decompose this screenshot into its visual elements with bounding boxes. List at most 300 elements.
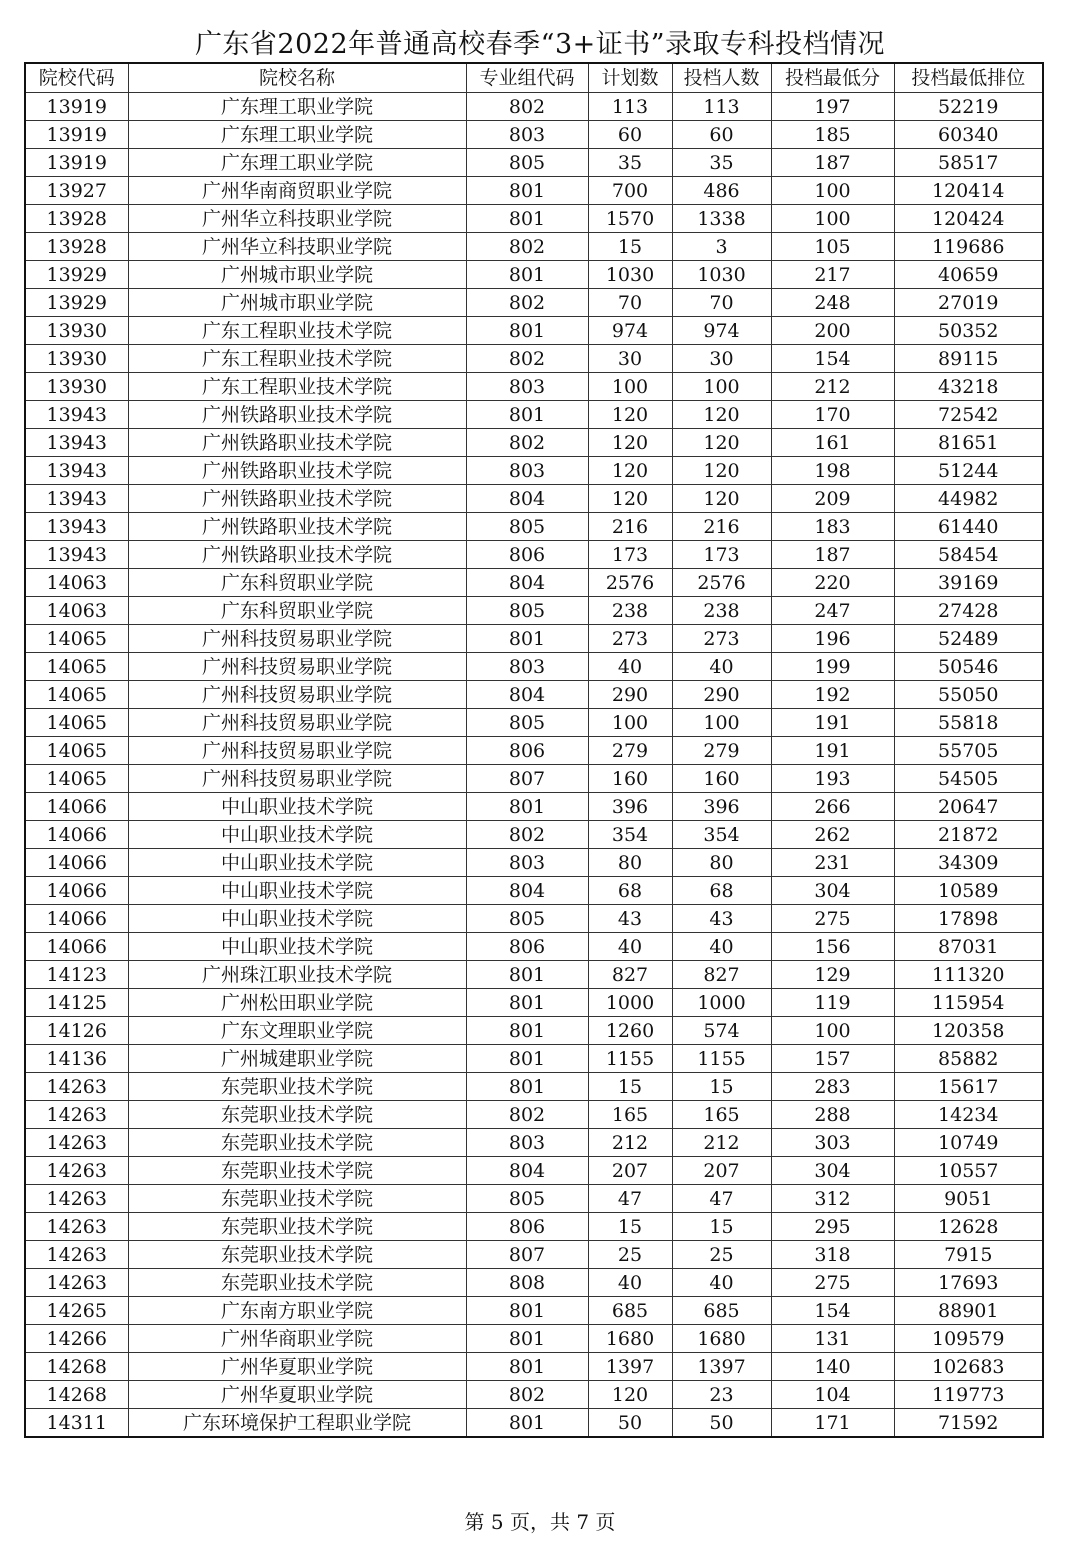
school-name-cell: 广州城市职业学院 [128, 261, 466, 289]
group-code-cell: 804 [466, 681, 588, 709]
admitted-count-cell: 50 [672, 1409, 771, 1438]
school-code-cell: 14065 [25, 709, 128, 737]
admitted-count-cell: 100 [672, 373, 771, 401]
admitted-count-cell: 173 [672, 541, 771, 569]
admitted-count-cell: 216 [672, 513, 771, 541]
table-row [25, 1017, 1043, 1045]
plan-count-cell: 68 [588, 877, 672, 905]
admitted-count-cell: 1680 [672, 1325, 771, 1353]
min-score-cell: 217 [771, 261, 894, 289]
min-score-cell: 170 [771, 401, 894, 429]
plan-count-cell: 207 [588, 1157, 672, 1185]
min-score-cell: 104 [771, 1381, 894, 1409]
table-row [25, 1241, 1043, 1269]
group-code-cell: 805 [466, 149, 588, 177]
table-row [25, 1073, 1043, 1101]
min-rank-cell: 27019 [894, 289, 1043, 317]
school-code-cell: 14268 [25, 1353, 128, 1381]
school-code-cell: 13930 [25, 345, 128, 373]
min-score-cell: 191 [771, 709, 894, 737]
group-code-cell: 804 [466, 569, 588, 597]
min-rank-cell: 71592 [894, 1409, 1043, 1438]
min-score-cell: 212 [771, 373, 894, 401]
min-score-cell: 209 [771, 485, 894, 513]
min-rank-cell: 40659 [894, 261, 1043, 289]
table-row [25, 121, 1043, 149]
min-score-cell: 303 [771, 1129, 894, 1157]
min-rank-cell: 61440 [894, 513, 1043, 541]
admitted-count-cell: 1338 [672, 205, 771, 233]
min-rank-cell: 120424 [894, 205, 1043, 233]
group-code-cell: 804 [466, 1157, 588, 1185]
group-code-cell: 802 [466, 1101, 588, 1129]
school-name-cell: 广东工程职业技术学院 [128, 345, 466, 373]
school-code-cell: 14263 [25, 1185, 128, 1213]
min-score-cell: 318 [771, 1241, 894, 1269]
min-rank-cell: 44982 [894, 485, 1043, 513]
plan-count-cell: 60 [588, 121, 672, 149]
min-rank-cell: 10749 [894, 1129, 1043, 1157]
plan-count-cell: 40 [588, 1269, 672, 1297]
min-rank-cell: 85882 [894, 1045, 1043, 1073]
plan-count-cell: 15 [588, 1213, 672, 1241]
admitted-count-cell: 396 [672, 793, 771, 821]
group-code-cell: 803 [466, 849, 588, 877]
group-code-cell: 807 [466, 1241, 588, 1269]
admitted-count-cell: 47 [672, 1185, 771, 1213]
min-rank-cell: 87031 [894, 933, 1043, 961]
table-row [25, 709, 1043, 737]
group-code-cell: 806 [466, 1213, 588, 1241]
admitted-count-cell: 25 [672, 1241, 771, 1269]
table-row [25, 1101, 1043, 1129]
min-score-cell: 192 [771, 681, 894, 709]
min-score-cell: 183 [771, 513, 894, 541]
school-code-cell: 14065 [25, 653, 128, 681]
min-rank-cell: 51244 [894, 457, 1043, 485]
group-code-cell: 803 [466, 121, 588, 149]
school-name-cell: 广东南方职业学院 [128, 1297, 466, 1325]
school-name-cell: 广州松田职业学院 [128, 989, 466, 1017]
school-code-cell: 13928 [25, 233, 128, 261]
school-code-cell: 14065 [25, 737, 128, 765]
admitted-count-cell: 1155 [672, 1045, 771, 1073]
school-code-cell: 14066 [25, 933, 128, 961]
plan-count-cell: 15 [588, 1073, 672, 1101]
table-row [25, 373, 1043, 401]
group-code-cell: 801 [466, 261, 588, 289]
min-rank-cell: 52219 [894, 93, 1043, 121]
school-code-cell: 13919 [25, 149, 128, 177]
min-score-cell: 157 [771, 1045, 894, 1073]
plan-count-cell: 273 [588, 625, 672, 653]
group-code-cell: 801 [466, 989, 588, 1017]
admitted-count-cell: 685 [672, 1297, 771, 1325]
admitted-count-cell: 3 [672, 233, 771, 261]
min-rank-cell: 120358 [894, 1017, 1043, 1045]
group-code-cell: 802 [466, 1381, 588, 1409]
plan-count-cell: 216 [588, 513, 672, 541]
school-code-cell: 13943 [25, 429, 128, 457]
table-row [25, 933, 1043, 961]
min-score-cell: 100 [771, 205, 894, 233]
school-name-cell: 东莞职业技术学院 [128, 1101, 466, 1129]
table-body [25, 93, 1043, 1438]
min-score-cell: 131 [771, 1325, 894, 1353]
group-code-cell: 805 [466, 905, 588, 933]
column-header-group-code: 专业组代码 [466, 63, 588, 93]
school-name-cell: 中山职业技术学院 [128, 821, 466, 849]
min-rank-cell: 10557 [894, 1157, 1043, 1185]
school-name-cell: 东莞职业技术学院 [128, 1157, 466, 1185]
plan-count-cell: 120 [588, 457, 672, 485]
school-name-cell: 东莞职业技术学院 [128, 1129, 466, 1157]
min-rank-cell: 12628 [894, 1213, 1043, 1241]
header-row [25, 63, 1043, 93]
group-code-cell: 805 [466, 1185, 588, 1213]
school-name-cell: 广州华立科技职业学院 [128, 205, 466, 233]
school-code-cell: 14066 [25, 793, 128, 821]
plan-count-cell: 30 [588, 345, 672, 373]
school-code-cell: 14065 [25, 765, 128, 793]
school-code-cell: 14065 [25, 681, 128, 709]
plan-count-cell: 1030 [588, 261, 672, 289]
table-row [25, 569, 1043, 597]
min-score-cell: 196 [771, 625, 894, 653]
group-code-cell: 803 [466, 457, 588, 485]
plan-count-cell: 113 [588, 93, 672, 121]
min-score-cell: 288 [771, 1101, 894, 1129]
column-header-school-name: 院校名称 [128, 63, 466, 93]
school-name-cell: 广州珠江职业技术学院 [128, 961, 466, 989]
school-code-cell: 14063 [25, 569, 128, 597]
min-score-cell: 187 [771, 149, 894, 177]
column-header-min-score: 投档最低分 [771, 63, 894, 93]
min-rank-cell: 9051 [894, 1185, 1043, 1213]
admitted-count-cell: 207 [672, 1157, 771, 1185]
school-name-cell: 广东理工职业学院 [128, 121, 466, 149]
table-row [25, 793, 1043, 821]
plan-count-cell: 120 [588, 1381, 672, 1409]
min-score-cell: 304 [771, 877, 894, 905]
school-name-cell: 广州华立科技职业学院 [128, 233, 466, 261]
page-footer: 第 5 页，共 7 页 [464, 1510, 616, 1534]
min-score-cell: 197 [771, 93, 894, 121]
school-name-cell: 中山职业技术学院 [128, 849, 466, 877]
column-header-admitted-count: 投档人数 [672, 63, 771, 93]
school-name-cell: 广州华南商贸职业学院 [128, 177, 466, 205]
table-row [25, 961, 1043, 989]
group-code-cell: 802 [466, 233, 588, 261]
admitted-count-cell: 60 [672, 121, 771, 149]
school-code-cell: 13943 [25, 513, 128, 541]
plan-count-cell: 120 [588, 429, 672, 457]
table-row [25, 989, 1043, 1017]
group-code-cell: 801 [466, 1409, 588, 1438]
table-row [25, 877, 1043, 905]
admitted-count-cell: 1397 [672, 1353, 771, 1381]
min-score-cell: 231 [771, 849, 894, 877]
group-code-cell: 801 [466, 1017, 588, 1045]
table-row [25, 905, 1043, 933]
school-code-cell: 14263 [25, 1129, 128, 1157]
min-score-cell: 185 [771, 121, 894, 149]
min-score-cell: 154 [771, 345, 894, 373]
group-code-cell: 806 [466, 933, 588, 961]
school-code-cell: 13943 [25, 457, 128, 485]
table-row [25, 1353, 1043, 1381]
table-row [25, 1409, 1043, 1438]
admitted-count-cell: 15 [672, 1073, 771, 1101]
school-code-cell: 14136 [25, 1045, 128, 1073]
admitted-count-cell: 486 [672, 177, 771, 205]
school-name-cell: 广州城市职业学院 [128, 289, 466, 317]
table-row [25, 625, 1043, 653]
plan-count-cell: 40 [588, 653, 672, 681]
plan-count-cell: 290 [588, 681, 672, 709]
school-name-cell: 东莞职业技术学院 [128, 1185, 466, 1213]
table-row [25, 205, 1043, 233]
plan-count-cell: 165 [588, 1101, 672, 1129]
plan-count-cell: 43 [588, 905, 672, 933]
table-row [25, 93, 1043, 121]
min-rank-cell: 43218 [894, 373, 1043, 401]
min-rank-cell: 54505 [894, 765, 1043, 793]
admitted-count-cell: 160 [672, 765, 771, 793]
min-rank-cell: 7915 [894, 1241, 1043, 1269]
plan-count-cell: 685 [588, 1297, 672, 1325]
min-score-cell: 154 [771, 1297, 894, 1325]
min-rank-cell: 14234 [894, 1101, 1043, 1129]
plan-count-cell: 396 [588, 793, 672, 821]
plan-count-cell: 25 [588, 1241, 672, 1269]
table-row [25, 261, 1043, 289]
school-name-cell: 广东文理职业学院 [128, 1017, 466, 1045]
min-rank-cell: 58517 [894, 149, 1043, 177]
min-score-cell: 119 [771, 989, 894, 1017]
admitted-count-cell: 273 [672, 625, 771, 653]
school-name-cell: 广东工程职业技术学院 [128, 373, 466, 401]
min-score-cell: 295 [771, 1213, 894, 1241]
plan-count-cell: 1680 [588, 1325, 672, 1353]
table-row [25, 1297, 1043, 1325]
min-rank-cell: 111320 [894, 961, 1043, 989]
school-code-cell: 14263 [25, 1101, 128, 1129]
admitted-count-cell: 238 [672, 597, 771, 625]
table-row [25, 1325, 1043, 1353]
table-row [25, 849, 1043, 877]
min-score-cell: 105 [771, 233, 894, 261]
plan-count-cell: 1155 [588, 1045, 672, 1073]
plan-count-cell: 40 [588, 933, 672, 961]
school-code-cell: 13943 [25, 401, 128, 429]
school-code-cell: 13928 [25, 205, 128, 233]
min-rank-cell: 50352 [894, 317, 1043, 345]
school-name-cell: 广州铁路职业技术学院 [128, 513, 466, 541]
school-name-cell: 广州铁路职业技术学院 [128, 457, 466, 485]
group-code-cell: 802 [466, 345, 588, 373]
min-rank-cell: 50546 [894, 653, 1043, 681]
school-code-cell: 13943 [25, 541, 128, 569]
admitted-count-cell: 113 [672, 93, 771, 121]
min-rank-cell: 34309 [894, 849, 1043, 877]
table-row [25, 513, 1043, 541]
column-header-min-rank: 投档最低排位 [894, 63, 1043, 93]
table-row [25, 541, 1043, 569]
school-name-cell: 广东环境保护工程职业学院 [128, 1409, 466, 1438]
table-row [25, 485, 1043, 513]
school-code-cell: 14065 [25, 625, 128, 653]
min-score-cell: 193 [771, 765, 894, 793]
school-code-cell: 13919 [25, 93, 128, 121]
group-code-cell: 801 [466, 961, 588, 989]
min-score-cell: 198 [771, 457, 894, 485]
school-code-cell: 14125 [25, 989, 128, 1017]
plan-count-cell: 212 [588, 1129, 672, 1157]
admitted-count-cell: 827 [672, 961, 771, 989]
min-rank-cell: 119686 [894, 233, 1043, 261]
school-code-cell: 14263 [25, 1073, 128, 1101]
admitted-count-cell: 120 [672, 485, 771, 513]
group-code-cell: 806 [466, 541, 588, 569]
table-row [25, 233, 1043, 261]
column-header-school-code: 院校代码 [25, 63, 128, 93]
school-name-cell: 广州华夏职业学院 [128, 1353, 466, 1381]
school-name-cell: 东莞职业技术学院 [128, 1073, 466, 1101]
school-code-cell: 13943 [25, 485, 128, 513]
table-row [25, 317, 1043, 345]
plan-count-cell: 1570 [588, 205, 672, 233]
group-code-cell: 802 [466, 93, 588, 121]
school-name-cell: 广州科技贸易职业学院 [128, 653, 466, 681]
admitted-count-cell: 30 [672, 345, 771, 373]
school-name-cell: 广州科技贸易职业学院 [128, 625, 466, 653]
min-score-cell: 129 [771, 961, 894, 989]
min-score-cell: 283 [771, 1073, 894, 1101]
school-code-cell: 14066 [25, 821, 128, 849]
group-code-cell: 805 [466, 597, 588, 625]
school-name-cell: 广东理工职业学院 [128, 93, 466, 121]
table-row [25, 429, 1043, 457]
school-code-cell: 13929 [25, 289, 128, 317]
admitted-count-cell: 279 [672, 737, 771, 765]
group-code-cell: 801 [466, 177, 588, 205]
group-code-cell: 803 [466, 373, 588, 401]
admitted-count-cell: 40 [672, 933, 771, 961]
school-name-cell: 广东科贸职业学院 [128, 569, 466, 597]
school-name-cell: 中山职业技术学院 [128, 877, 466, 905]
min-score-cell: 156 [771, 933, 894, 961]
admitted-count-cell: 1000 [672, 989, 771, 1017]
school-code-cell: 13929 [25, 261, 128, 289]
school-code-cell: 14066 [25, 849, 128, 877]
table-row [25, 1269, 1043, 1297]
plan-count-cell: 120 [588, 401, 672, 429]
school-code-cell: 14266 [25, 1325, 128, 1353]
min-rank-cell: 120414 [894, 177, 1043, 205]
school-code-cell: 14263 [25, 1269, 128, 1297]
admitted-count-cell: 165 [672, 1101, 771, 1129]
group-code-cell: 804 [466, 877, 588, 905]
min-score-cell: 266 [771, 793, 894, 821]
min-score-cell: 275 [771, 905, 894, 933]
school-name-cell: 广东理工职业学院 [128, 149, 466, 177]
table-row [25, 653, 1043, 681]
group-code-cell: 801 [466, 1045, 588, 1073]
table-header [25, 63, 1043, 93]
plan-count-cell: 238 [588, 597, 672, 625]
admitted-count-cell: 40 [672, 653, 771, 681]
min-score-cell: 187 [771, 541, 894, 569]
min-rank-cell: 15617 [894, 1073, 1043, 1101]
group-code-cell: 803 [466, 1129, 588, 1157]
plan-count-cell: 100 [588, 709, 672, 737]
plan-count-cell: 173 [588, 541, 672, 569]
min-rank-cell: 81651 [894, 429, 1043, 457]
plan-count-cell: 35 [588, 149, 672, 177]
table-row [25, 1129, 1043, 1157]
admissions-table [24, 62, 1044, 1438]
group-code-cell: 804 [466, 485, 588, 513]
min-rank-cell: 55818 [894, 709, 1043, 737]
table-row [25, 1185, 1043, 1213]
group-code-cell: 808 [466, 1269, 588, 1297]
admitted-count-cell: 120 [672, 429, 771, 457]
admitted-count-cell: 70 [672, 289, 771, 317]
min-rank-cell: 60340 [894, 121, 1043, 149]
school-name-cell: 广州科技贸易职业学院 [128, 765, 466, 793]
school-code-cell: 14066 [25, 905, 128, 933]
min-score-cell: 247 [771, 597, 894, 625]
plan-count-cell: 70 [588, 289, 672, 317]
school-name-cell: 中山职业技术学院 [128, 905, 466, 933]
min-rank-cell: 115954 [894, 989, 1043, 1017]
group-code-cell: 807 [466, 765, 588, 793]
school-name-cell: 广州华夏职业学院 [128, 1381, 466, 1409]
table-row [25, 1213, 1043, 1241]
admitted-count-cell: 15 [672, 1213, 771, 1241]
admitted-count-cell: 100 [672, 709, 771, 737]
table-row [25, 737, 1043, 765]
school-name-cell: 广州科技贸易职业学院 [128, 681, 466, 709]
plan-count-cell: 120 [588, 485, 672, 513]
plan-count-cell: 80 [588, 849, 672, 877]
school-code-cell: 13927 [25, 177, 128, 205]
admitted-count-cell: 35 [672, 149, 771, 177]
min-score-cell: 304 [771, 1157, 894, 1185]
min-rank-cell: 119773 [894, 1381, 1043, 1409]
group-code-cell: 801 [466, 1353, 588, 1381]
min-score-cell: 262 [771, 821, 894, 849]
group-code-cell: 801 [466, 401, 588, 429]
min-rank-cell: 17898 [894, 905, 1043, 933]
admitted-count-cell: 40 [672, 1269, 771, 1297]
group-code-cell: 806 [466, 737, 588, 765]
admitted-count-cell: 974 [672, 317, 771, 345]
school-name-cell: 广州华商职业学院 [128, 1325, 466, 1353]
plan-count-cell: 2576 [588, 569, 672, 597]
min-rank-cell: 52489 [894, 625, 1043, 653]
table-row [25, 1381, 1043, 1409]
admitted-count-cell: 120 [672, 457, 771, 485]
admitted-count-cell: 68 [672, 877, 771, 905]
min-rank-cell: 89115 [894, 345, 1043, 373]
group-code-cell: 801 [466, 317, 588, 345]
group-code-cell: 802 [466, 821, 588, 849]
min-score-cell: 248 [771, 289, 894, 317]
plan-count-cell: 354 [588, 821, 672, 849]
table-row [25, 289, 1043, 317]
